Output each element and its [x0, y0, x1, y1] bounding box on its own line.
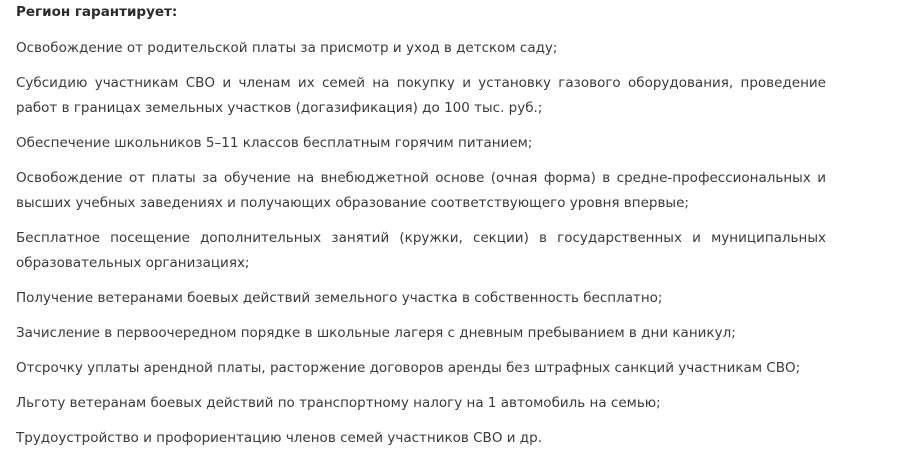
document-body: [16, 0, 826, 451]
list-item: Обеспечение школьников 5–11 классов бесплатным горячим питанием;: [16, 135, 533, 151]
list-item: Отсрочку уплаты арендной платы, расторжение договоров аренды без штрафных санкций участникам СВО;: [16, 360, 801, 376]
list-item: Зачисление в первоочередном порядке в школьные лагеря с дневным пребыванием в дни каникул;: [16, 325, 736, 341]
list-item: Бесплатное посещение дополнительных занятий (кружки, секции) в государственных и муниципальных образовательных организациях;: [16, 230, 826, 271]
section-heading: Регион гарантирует:: [16, 4, 178, 20]
guarantees-list: [16, 36, 826, 451]
list-item: Трудоустройство и профориентацию членов семей участников СВО и др.: [16, 430, 542, 446]
list-item: Субсидию участникам СВО и членам их семей на покупку и установку газового оборудования, проведение работ в границах земельных участков (догазификация) до 100 тыс. руб.;: [16, 75, 826, 116]
list-item: Льготу ветеранам боевых действий по транспортному налогу на 1 автомобиль на семью;: [16, 395, 661, 411]
list-item: Освобождение от платы за обучение на внебюджетной основе (очная форма) в средне-профессиональных и высших учебных заведениях и получающих образование соответствующего уровня впервые;: [16, 170, 826, 211]
list-item: Освобождение от родительской платы за присмотр и уход в детском саду;: [16, 40, 558, 56]
list-item: Получение ветеранами боевых действий земельного участка в собственность бесплатно;: [16, 290, 663, 306]
